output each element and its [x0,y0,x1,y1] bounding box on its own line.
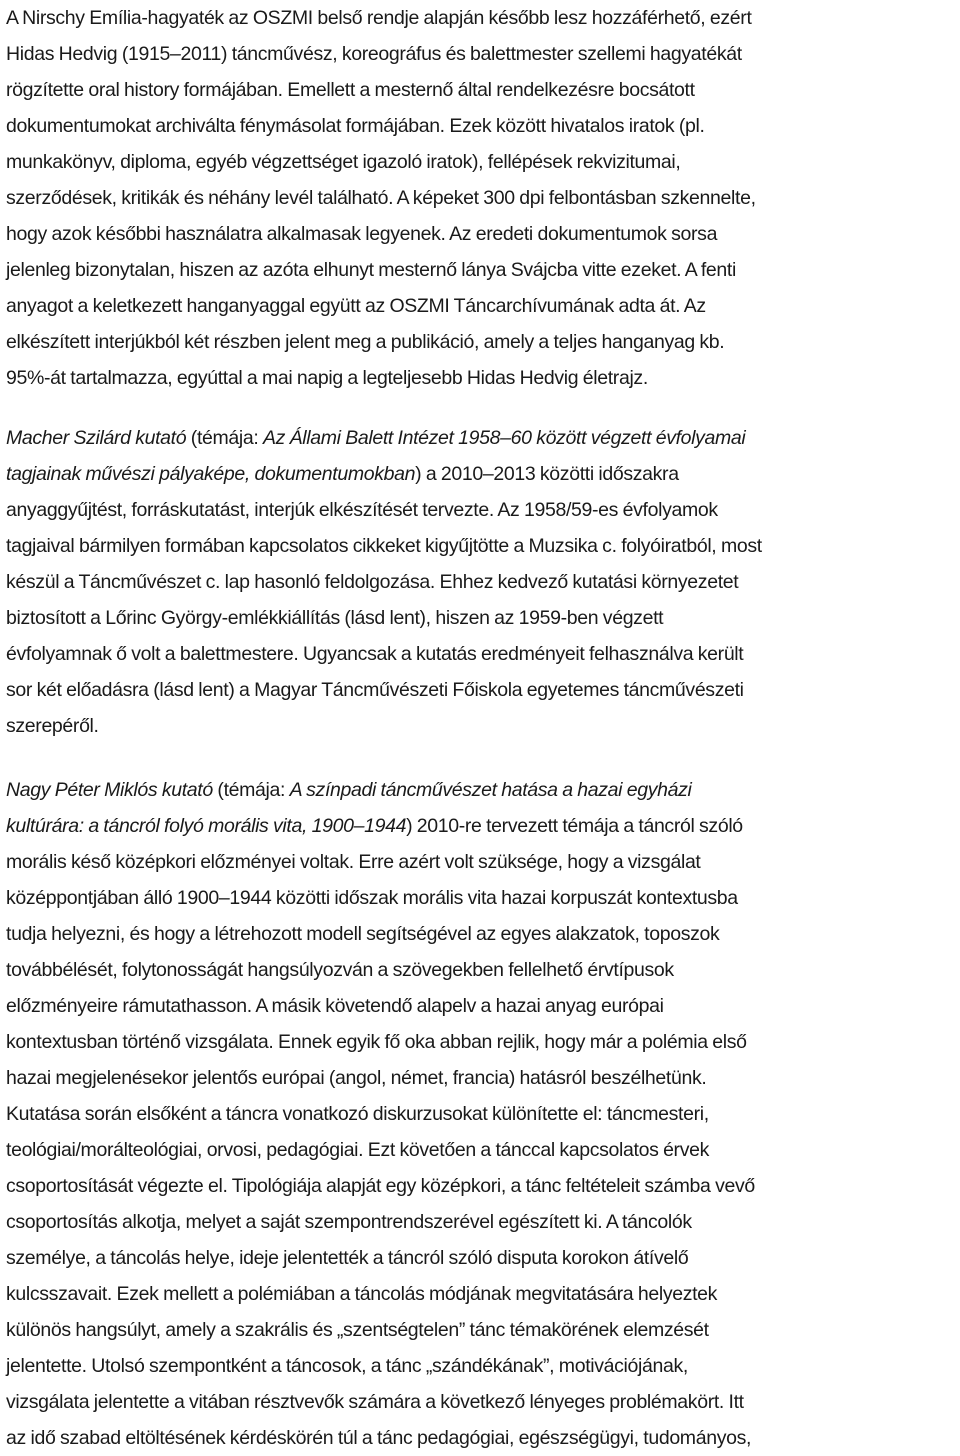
text-line [6,636,950,672]
text-line [6,916,950,952]
italic-text-segment: kultúrára: a táncról folyó morális vita, 1900–1944 [6,815,407,837]
text-line [6,880,950,916]
text-segment: ) a 2010–2013 közötti időszakra [415,463,679,485]
text-line [6,808,950,844]
text-line [6,952,950,988]
text-segment: elkészített interjúkból két részben jelent meg a publikáció, amely a teljes hanganyag kb. [6,331,725,353]
italic-text-segment: Macher Szilárd kutató [6,427,187,449]
text-line [6,600,950,636]
text-line [6,180,950,216]
text-line [6,1348,950,1384]
text-segment: hazai megjelenésekor jelentős európai (angol, német, francia) hatásról beszélhetünk. [6,1067,707,1089]
text-line [6,144,950,180]
text-segment: továbbélését, folytonosságát hangsúlyozván a szövegekben fellelhető érvtípusok [6,959,674,981]
text-segment: szerződések, kritikák és néhány levél található. A képeket 300 dpi felbontásban szkennelte, [6,187,756,209]
text-line [6,1240,950,1276]
text-line [6,564,950,600]
text-segment: dokumentumokat archiválta fénymásolat formájában. Ezek között hivatalos iratok (pl. [6,115,705,137]
text-line [6,772,950,808]
text-line [6,1384,950,1420]
text-line [6,360,950,396]
text-segment: tudja helyezni, és hogy a létrehozott modell segítségével az egyes alakzatok, toposzok [6,923,720,945]
text-line [6,72,950,108]
text-segment: az idő szabad eltöltésének kérdéskörén túl a tánc pedagógiai, egészségügyi, tudományos, [6,1427,752,1449]
text-line [6,420,950,456]
text-segment: (témája: [212,779,290,801]
text-segment: tagjaival bármilyen formában kapcsolatos cikkeket kigyűjtötte a Muzsika c. folyóiratból, most [6,535,762,557]
text-segment: anyaggyűjtést, forráskutatást, interjúk elkészítését tervezte. Az 1958/59-es évfolyamok [6,499,718,521]
text-line [6,1060,950,1096]
italic-text-segment: tagjainak művészi pályaképe, dokumentumokban [6,463,416,485]
text-segment: kontextusban történő vizsgálata. Ennek egyik fő oka abban rejlik, hogy már a polémia első [6,1031,747,1053]
text-segment: rögzítette oral history formájában. Emellett a mesternő által rendelkezésre bocsátott [6,79,695,101]
text-segment: csoportosítását végezte el. Tipológiája alapját egy középkori, a tánc feltételeit számba vevő [6,1175,755,1197]
text-line [6,1420,950,1456]
text-line [6,988,950,1024]
text-segment: anyagot a keletkezett hanganyaggal együtt az OSZMI Táncarchívumának adta át. Az [6,295,706,317]
text-line [6,324,950,360]
text-line [6,0,950,36]
text-segment: jelenleg bizonytalan, hiszen az azóta elhunyt mesternő lánya Svájcba vitte ezeket. A fenti [6,259,736,281]
text-segment: morális késő középkori előzményei voltak. Erre azért volt szüksége, hogy a vizsgálat [6,851,701,873]
text-segment: vizsgálata jelentette a vitában résztvevők számára a következő lényeges problémakört. Itt [6,1391,744,1413]
text-segment: készül a Táncművészet c. lap hasonló feldolgozása. Ehhez kedvező kutatási környezetet [6,571,739,593]
text-segment: kulcsszavait. Ezek mellett a polémiában a táncolás módjának megvitatására helyeztek [6,1283,718,1305]
text-segment: jelentette. Utolsó szempontként a táncosok, a tánc „szándékának”, motivációjának, [6,1355,688,1377]
text-line [6,108,950,144]
text-segment: Hidas Hedvig (1915–2011) táncművész, koreográfus és balettmester szellemi hagyatékát [6,43,742,65]
text-segment: Kutatása során elsőként a táncra vonatkozó diskurzusokat különítette el: táncmesteri, [6,1103,709,1125]
text-segment: sor két előadásra (lásd lent) a Magyar Táncművészeti Főiskola egyetemes táncművészeti [6,679,744,701]
text-segment: középpontjában álló 1900–1944 közötti időszak morális vita hazai korpuszát kontextusba [6,887,738,909]
text-segment: (témája: [186,427,264,449]
text-line [6,1312,950,1348]
text-segment: csoportosítás alkotja, melyet a saját szempontrendszerével egészített ki. A táncolók [6,1211,692,1233]
paragraph-hidas-hedvig [6,0,950,396]
paragraph-macher-szilard [6,420,950,744]
text-segment: előzményeire rámutathasson. A másik követendő alapelv a hazai anyag európai [6,995,664,1017]
text-line [6,672,950,708]
text-line [6,708,950,744]
text-segment: évfolyamnak ő volt a balettmestere. Ugyancsak a kutatás eredményeit felhasználva került [6,643,744,665]
text-line [6,216,950,252]
paragraph-nagy-peter-miklos [6,772,950,1456]
text-line [6,288,950,324]
text-segment: teológiai/morálteológiai, orvosi, pedagógiai. Ezt követően a tánccal kapcsolatos érvek [6,1139,709,1161]
text-line [6,1096,950,1132]
text-segment: munkakönyv, diploma, egyéb végzettséget igazoló iratok), fellépések rekvizitumai, [6,151,681,173]
text-segment: személye, a táncolás helye, ideje jelentették a táncról szóló disputa korokon átívelő [6,1247,689,1269]
text-line [6,1024,950,1060]
text-segment: biztosított a Lőrinc György-emlékkiállítás (lásd lent), hiszen az 1959-ben végzett [6,607,664,629]
text-line [6,1168,950,1204]
text-line [6,1204,950,1240]
text-segment: 95%-át tartalmazza, egyúttal a mai napig a legteljesebb Hidas Hedvig életrajz. [6,367,648,389]
italic-text-segment: A színpadi táncművészet hatása a hazai egyházi [289,779,692,801]
text-line [6,528,950,564]
text-segment: szerepéről. [6,715,99,737]
text-line [6,1276,950,1312]
text-line [6,36,950,72]
text-segment: hogy azok későbbi használatra alkalmasak legyenek. Az eredeti dokumentumok sorsa [6,223,718,245]
text-line [6,1132,950,1168]
text-line [6,492,950,528]
text-segment: különös hangsúlyt, amely a szakrális és „szentségtelen” tánc témakörének elemzését [6,1319,709,1341]
italic-text-segment: Nagy Péter Miklós kutató [6,779,213,801]
text-segment: ) 2010-re tervezett témája a táncról szóló [406,815,743,837]
italic-text-segment: Az Állami Balett Intézet 1958–60 között végzett évfolyamai [263,427,746,449]
text-segment: A Nirschy Emília-hagyaték az OSZMI belső rendje alapján később lesz hozzáférhető, ezért [6,7,752,29]
text-line [6,844,950,880]
text-line [6,252,950,288]
text-line [6,456,950,492]
